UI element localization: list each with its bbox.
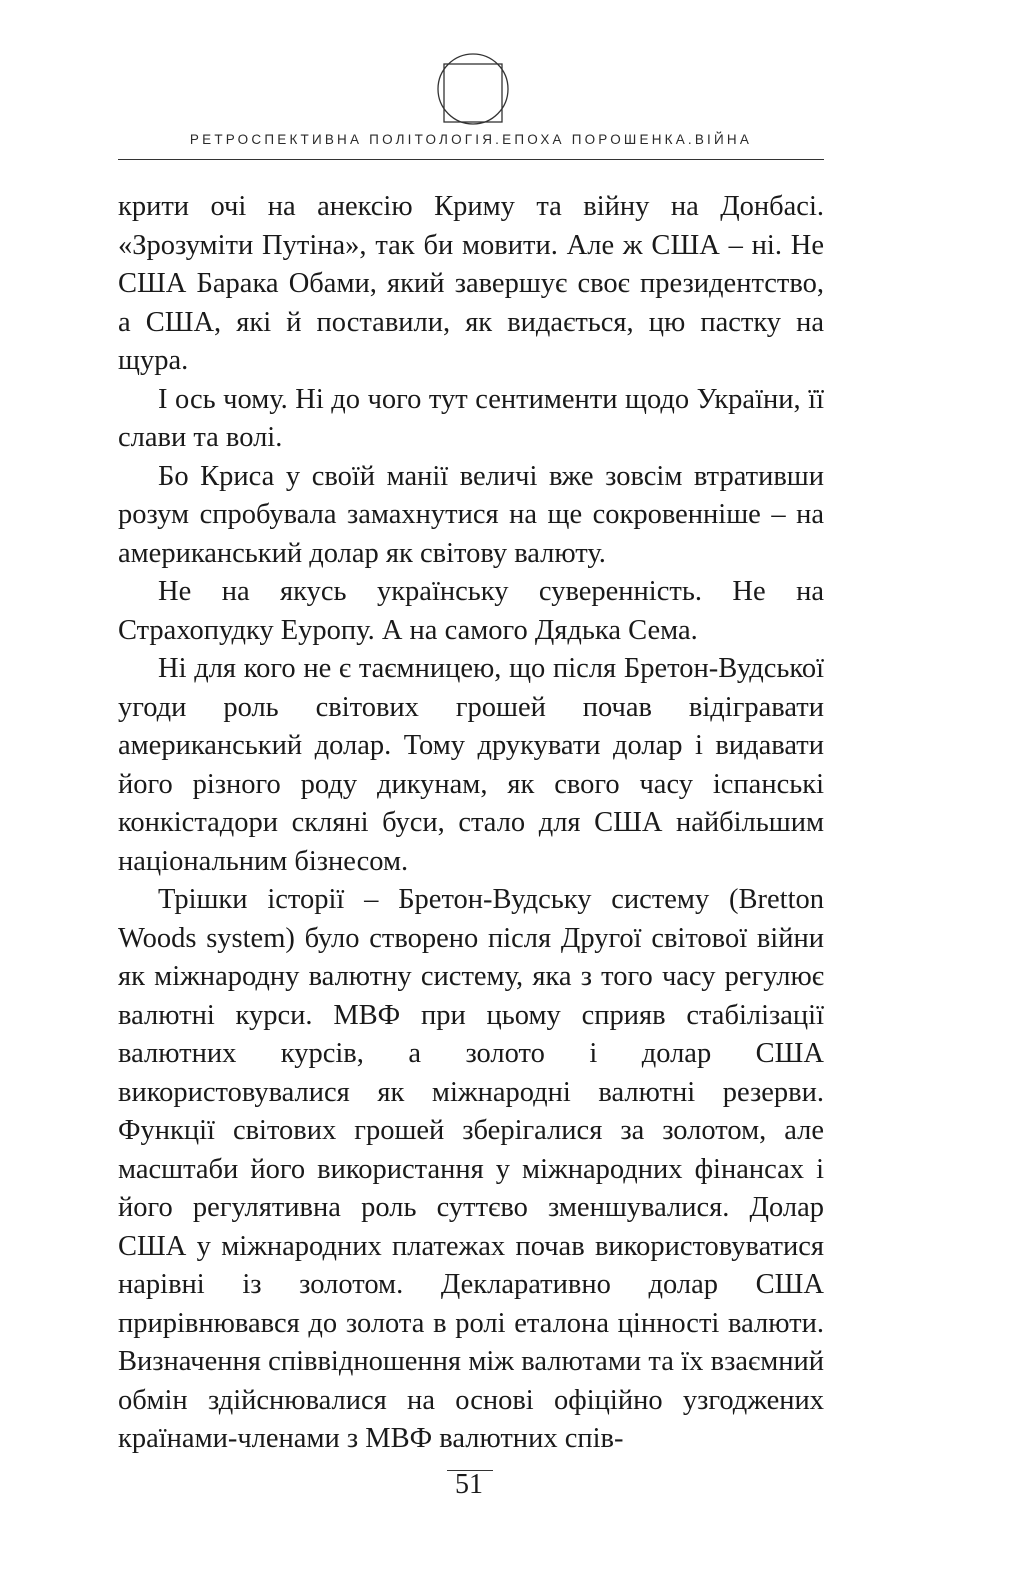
- paragraph-2: І ось чому. Ні до чого тут сентименти щодо України, її слави та волі.: [118, 383, 824, 453]
- circle-square-logo-icon: [436, 52, 510, 126]
- running-head: РЕТРОСПЕКТИВНА ПОЛІТОЛОГІЯ.ЕПОХА ПОРОШЕНКА.ВІЙНА: [189, 132, 753, 147]
- page-number: 51: [455, 1469, 483, 1500]
- paragraph-3: Бо Криса у своїй манії величі вже зовсім втративши розум спробувала замахнутися на ще сокровенніше – на американський долар як світову валюту.: [118, 460, 824, 569]
- paragraph-4: Не на якусь українську суверенність. Не на Страхопудку Еуропу. А на самого Дядька Сема.: [118, 576, 824, 646]
- header-rule: [118, 159, 824, 160]
- paragraph-5: Ні для кого не є таємницею, що після Бретон-Вудської угоди роль світових грошей почав відігравати американський долар. Тому друкувати долар і видавати його різного роду дикунам, як свого часу іспанські конкістадори скляні буси, стало для США найбільшим національним бізнесом.: [118, 653, 824, 877]
- paragraph-1: крити очі на анексію Криму та війну на Донбасі. «Зрозуміти Путіна», так би мовити. Але ж США – ні. Не США Барака Обами, який завершує своє президентство, а США, які й поставили, як видається, цю пастку на щура.: [118, 191, 824, 376]
- body-text: [118, 188, 824, 1459]
- paragraph-6: Трішки історії – Бретон-Вудську систему (Bretton Woods system) було створено після Другої світової війни як міжнародну валютну систему, яка з того часу регулює валютні курси. МВФ при цьому сприяв стабілізації валютних курсів, а золото і долар США використовувалися як міжнародні валютні резерви. Функції світових грошей зберігалися за золотом, але масштаби його використання у міжнародних фінансах і його регулятивна роль суттєво зменшувалися. Долар США у міжнародних платежах почав використовуватися нарівні із золотом. Декларативно долар США прирівнювався до золота в ролі еталона цінності валюти. Визначення співвідношення між валютами та їх взаємний обмін здійснювалися на основі офіційно узгоджених країнами-членами з МВФ валютних спів-: [118, 884, 824, 1454]
